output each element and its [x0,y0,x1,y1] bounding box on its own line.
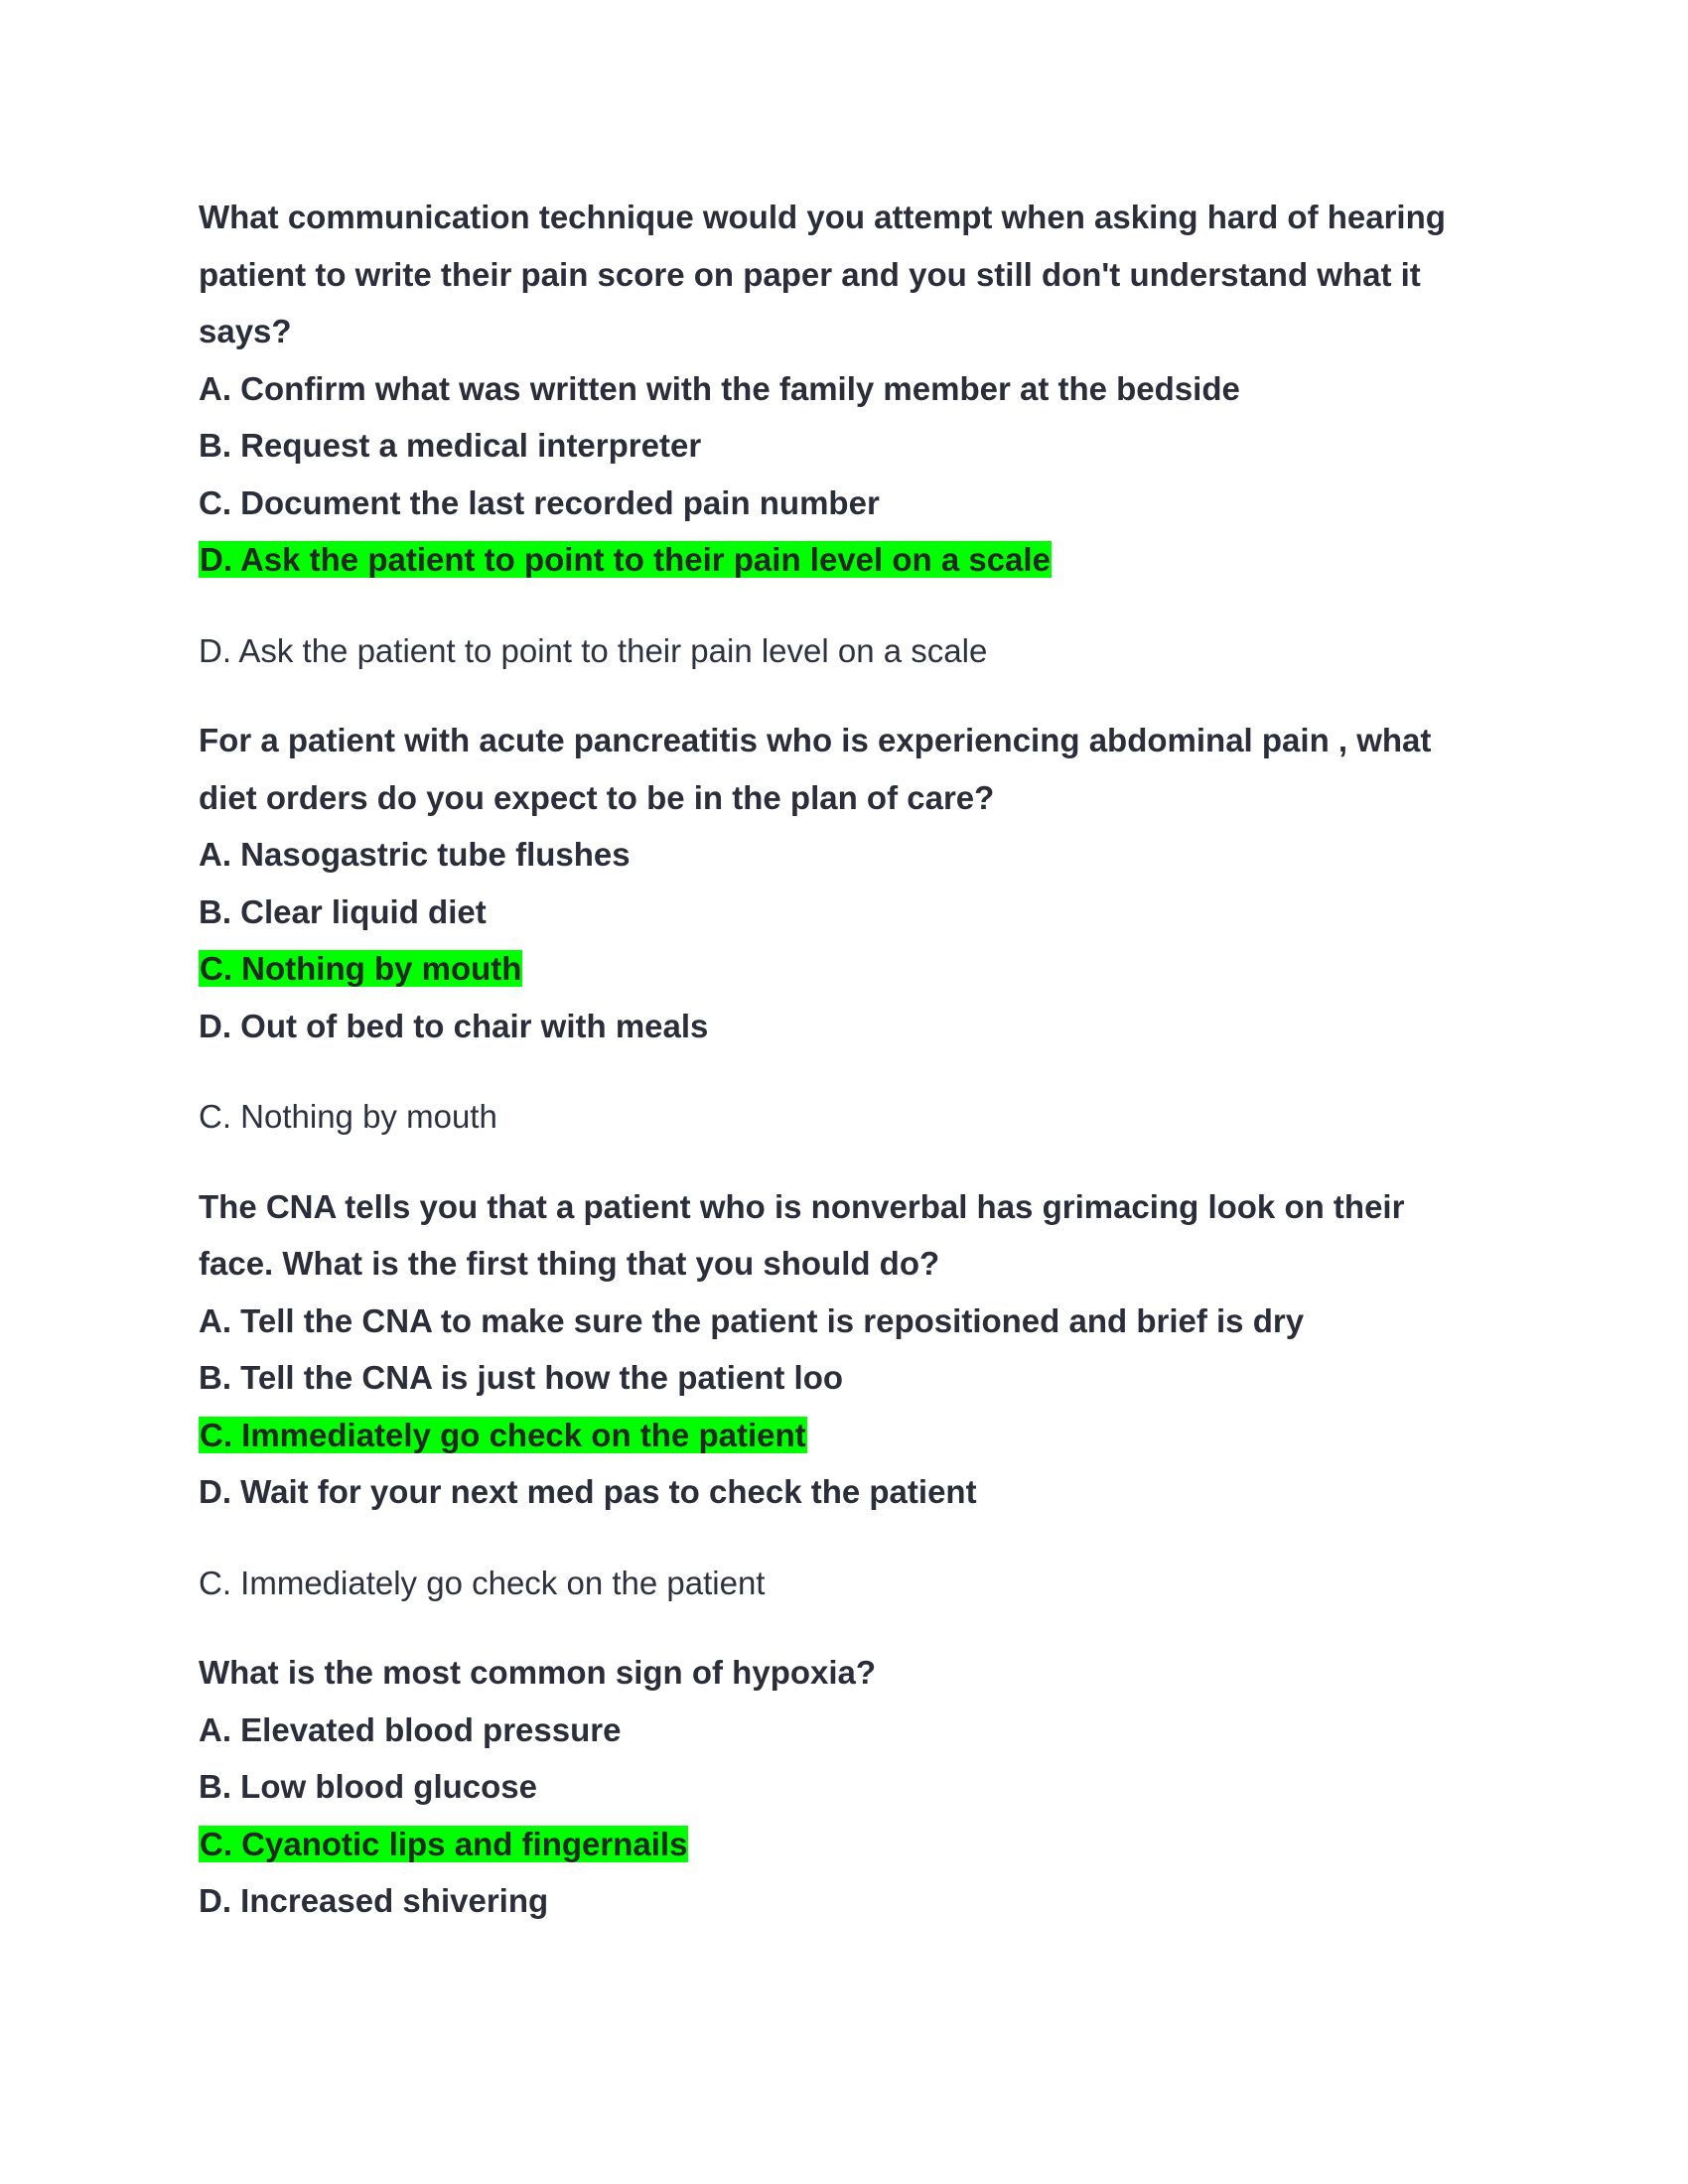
question-line: What is the most common sign of hypoxia? [199,1654,877,1691]
option-a: A. Elevated blood pressure [199,1710,622,1748]
option-b: B. Tell the CNA is just how the patient loo [199,1359,844,1396]
question-block-2 [199,712,1489,1178]
option-a: A. Confirm what was written with the family member at the bedside [199,369,1240,407]
option-b: B. Clear liquid diet [199,892,487,930]
question-text [199,1644,1489,1702]
option-c: C. Document the last recorded pain number [199,483,880,521]
question-line: face. What is the first thing that you should do? [199,1245,940,1282]
option-d: D. Wait for your next med pas to check the patient [199,1473,977,1510]
option-b: B. Low blood glucose [199,1768,537,1805]
question-line: For a patient with acute pancreatitis who is experiencing abdominal pain , what [199,722,1432,758]
option-a: A. Nasogastric tube flushes [199,836,631,873]
question-line: diet orders do you expect to be in the plan of care? [199,778,995,816]
correct-option-highlight: C. Cyanotic lips and fingernails [200,1825,688,1862]
answer-text: D. Ask the patient to point to their pain level on a scale [199,631,988,669]
question-line: The CNA tells you that a patient who is nonverbal has grimacing look on their [199,1187,1405,1225]
answer-text: C. Immediately go check on the patient [199,1564,766,1601]
option-c-highlighted [199,940,1489,998]
question-block-1 [199,189,1489,712]
option-d: D. Increased shivering [199,1882,549,1919]
answer-text: C. Nothing by mouth [199,1098,497,1135]
question-block-3 [199,1178,1489,1645]
option-b: B. Request a medical interpreter [199,427,702,464]
question-text [199,712,1489,826]
correct-option-highlight: C. Immediately go check on the patient [200,1416,806,1453]
option-d-highlighted [199,531,1489,589]
document-page [199,189,1489,1930]
question-text [199,1178,1489,1293]
question-line: What communication technique would you attempt when asking hard of hearing [199,199,1446,235]
option-c-highlighted [199,1407,1489,1464]
question-line: patient to write their pain score on paper and you still don't understand what it [199,255,1421,293]
correct-option-highlight: D. Ask the patient to point to their pain level on a scale [200,541,1051,578]
option-c-highlighted [199,1816,1489,1873]
question-text [199,189,1489,360]
option-d: D. Out of bed to chair with meals [199,1007,709,1044]
question-block-4 [199,1644,1489,1930]
option-a: A. Tell the CNA to make sure the patient is repositioned and brief is dry [199,1301,1305,1339]
question-line: says? [199,313,292,349]
correct-option-highlight: C. Nothing by mouth [200,950,522,987]
